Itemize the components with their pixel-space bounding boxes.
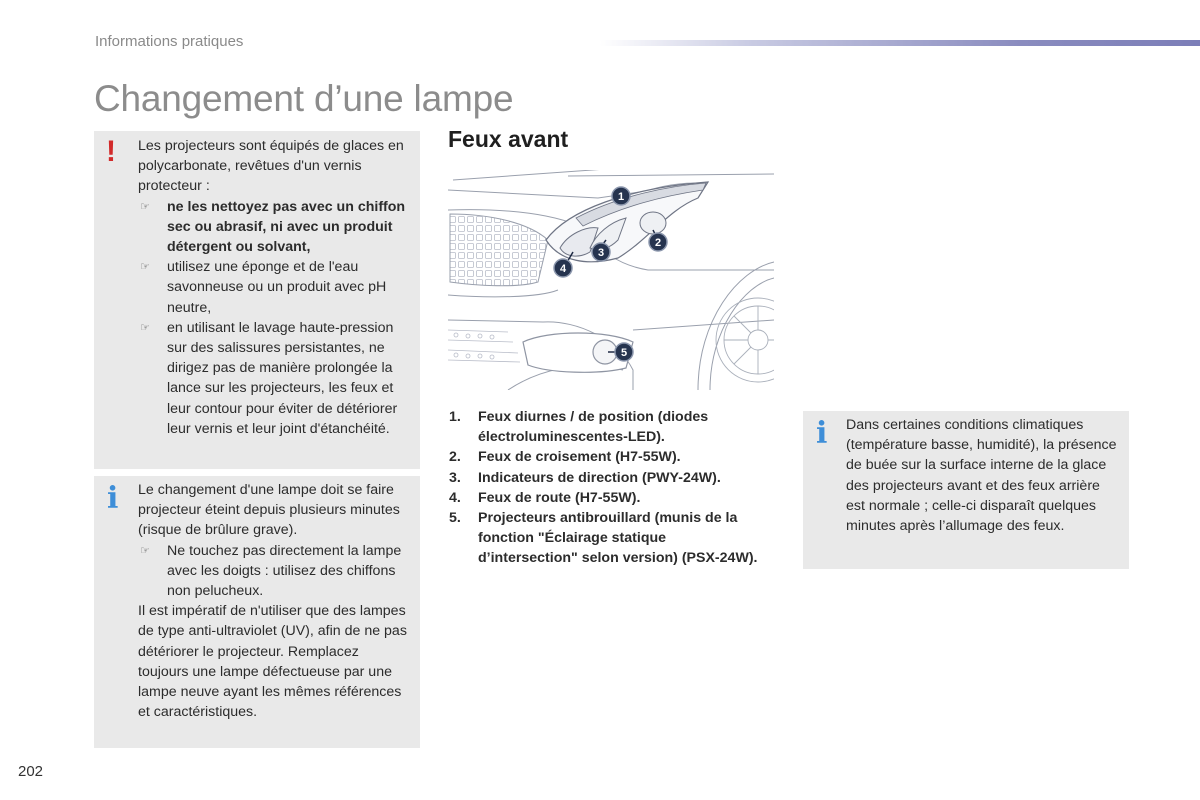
wheel-drawing <box>716 298 774 382</box>
svg-text:4: 4 <box>559 263 567 275</box>
header-gradient-bar <box>600 40 1200 46</box>
info-bullet-list <box>138 541 412 602</box>
info-box-condensation <box>803 411 1129 569</box>
info-intro: Le changement d'une lampe doit se faire projecteur éteint depuis plusieurs minutes (risque de brûlure grave). <box>138 482 400 539</box>
info-icon: i <box>107 481 119 516</box>
warning-bullet-list <box>138 197 412 439</box>
svg-text:5: 5 <box>620 347 628 359</box>
warning-bullet: ☞ ne les nettoyez pas avec un chiffon sec ou abrasif, ni avec un produit détergent ou solvant, <box>140 198 406 256</box>
svg-text:2: 2 <box>654 237 662 249</box>
parts-list-item: 2. Feux de croisement (H7-55W). <box>449 449 681 466</box>
headlight-diagram <box>448 170 774 390</box>
lower-grille <box>448 330 520 362</box>
page-number: 202 <box>18 763 44 780</box>
pointing-hand-icon: ☞ <box>140 321 150 334</box>
front-grille <box>450 214 548 286</box>
svg-text:1: 1 <box>617 191 625 203</box>
headlight-parts-list <box>449 407 769 569</box>
parts-list-item: 4. Feux de route (H7-55W). <box>449 489 641 506</box>
pointing-hand-icon: ☞ <box>140 200 150 213</box>
info-bullet: ☞ Ne touchez pas directement la lampe avec les doigts : utilisez des chiffons non pelucheux. <box>140 542 402 600</box>
parts-list-item: 1. Feux diurnes / de position (diodes électroluminescentes-LED). <box>449 409 709 446</box>
info-outro: Il est impératif de n'utiliser que des lampes de type anti-ultraviolet (UV), afin de ne pas détériorer le projecteur. Remplacez toujours une lampe défectueuse par une lampe neuve ayant les mêmes références et caractéristiques. <box>138 603 407 721</box>
pointing-hand-icon: ☞ <box>140 261 150 274</box>
warning-exclamation-icon: ! <box>106 135 116 168</box>
page-title: Changement d’une lampe <box>94 78 514 119</box>
callout-1 <box>612 187 630 205</box>
warning-bullet: ☞ utilisez une éponge et de l'eau savonneuse ou un produit avec pH neutre, <box>140 259 387 316</box>
parts-list-item: 3. Indicateurs de direction (PWY-24W). <box>449 469 721 486</box>
feux-avant-heading: Feux avant <box>448 126 569 152</box>
info-box-lamp-change <box>94 476 420 748</box>
condensation-text: Dans certaines conditions climatiques (température basse, humidité), la présence de buée sur la surface interne de la glace des projecteurs avant et des feux arrière est normale ; celle-ci disparaît quelques minutes après l’allumage des feux. <box>846 417 1117 535</box>
warning-box <box>94 131 420 469</box>
svg-text:3: 3 <box>597 247 605 259</box>
info-icon: i <box>816 416 828 451</box>
parts-list-item: 5. Projecteurs antibrouillard (munis de la fonction "Éclairage statique d’intersection" selon version) (PSX-24W). <box>449 510 758 567</box>
warning-intro: Les projecteurs sont équipés de glaces en polycarbonate, revêtues d'un vernis protecteur : <box>138 138 404 195</box>
section-label: Informations pratiques <box>95 33 244 50</box>
pointing-hand-icon: ☞ <box>140 544 150 557</box>
warning-bullet: ☞ en utilisant le lavage haute-pression sur des salissures persistantes, ne dirigez pas de manière prolongée la lance sur les projecteurs, les feux et leur contour pour éviter de détériorer leur vernis et leur joint d'étanchéité. <box>140 319 398 437</box>
